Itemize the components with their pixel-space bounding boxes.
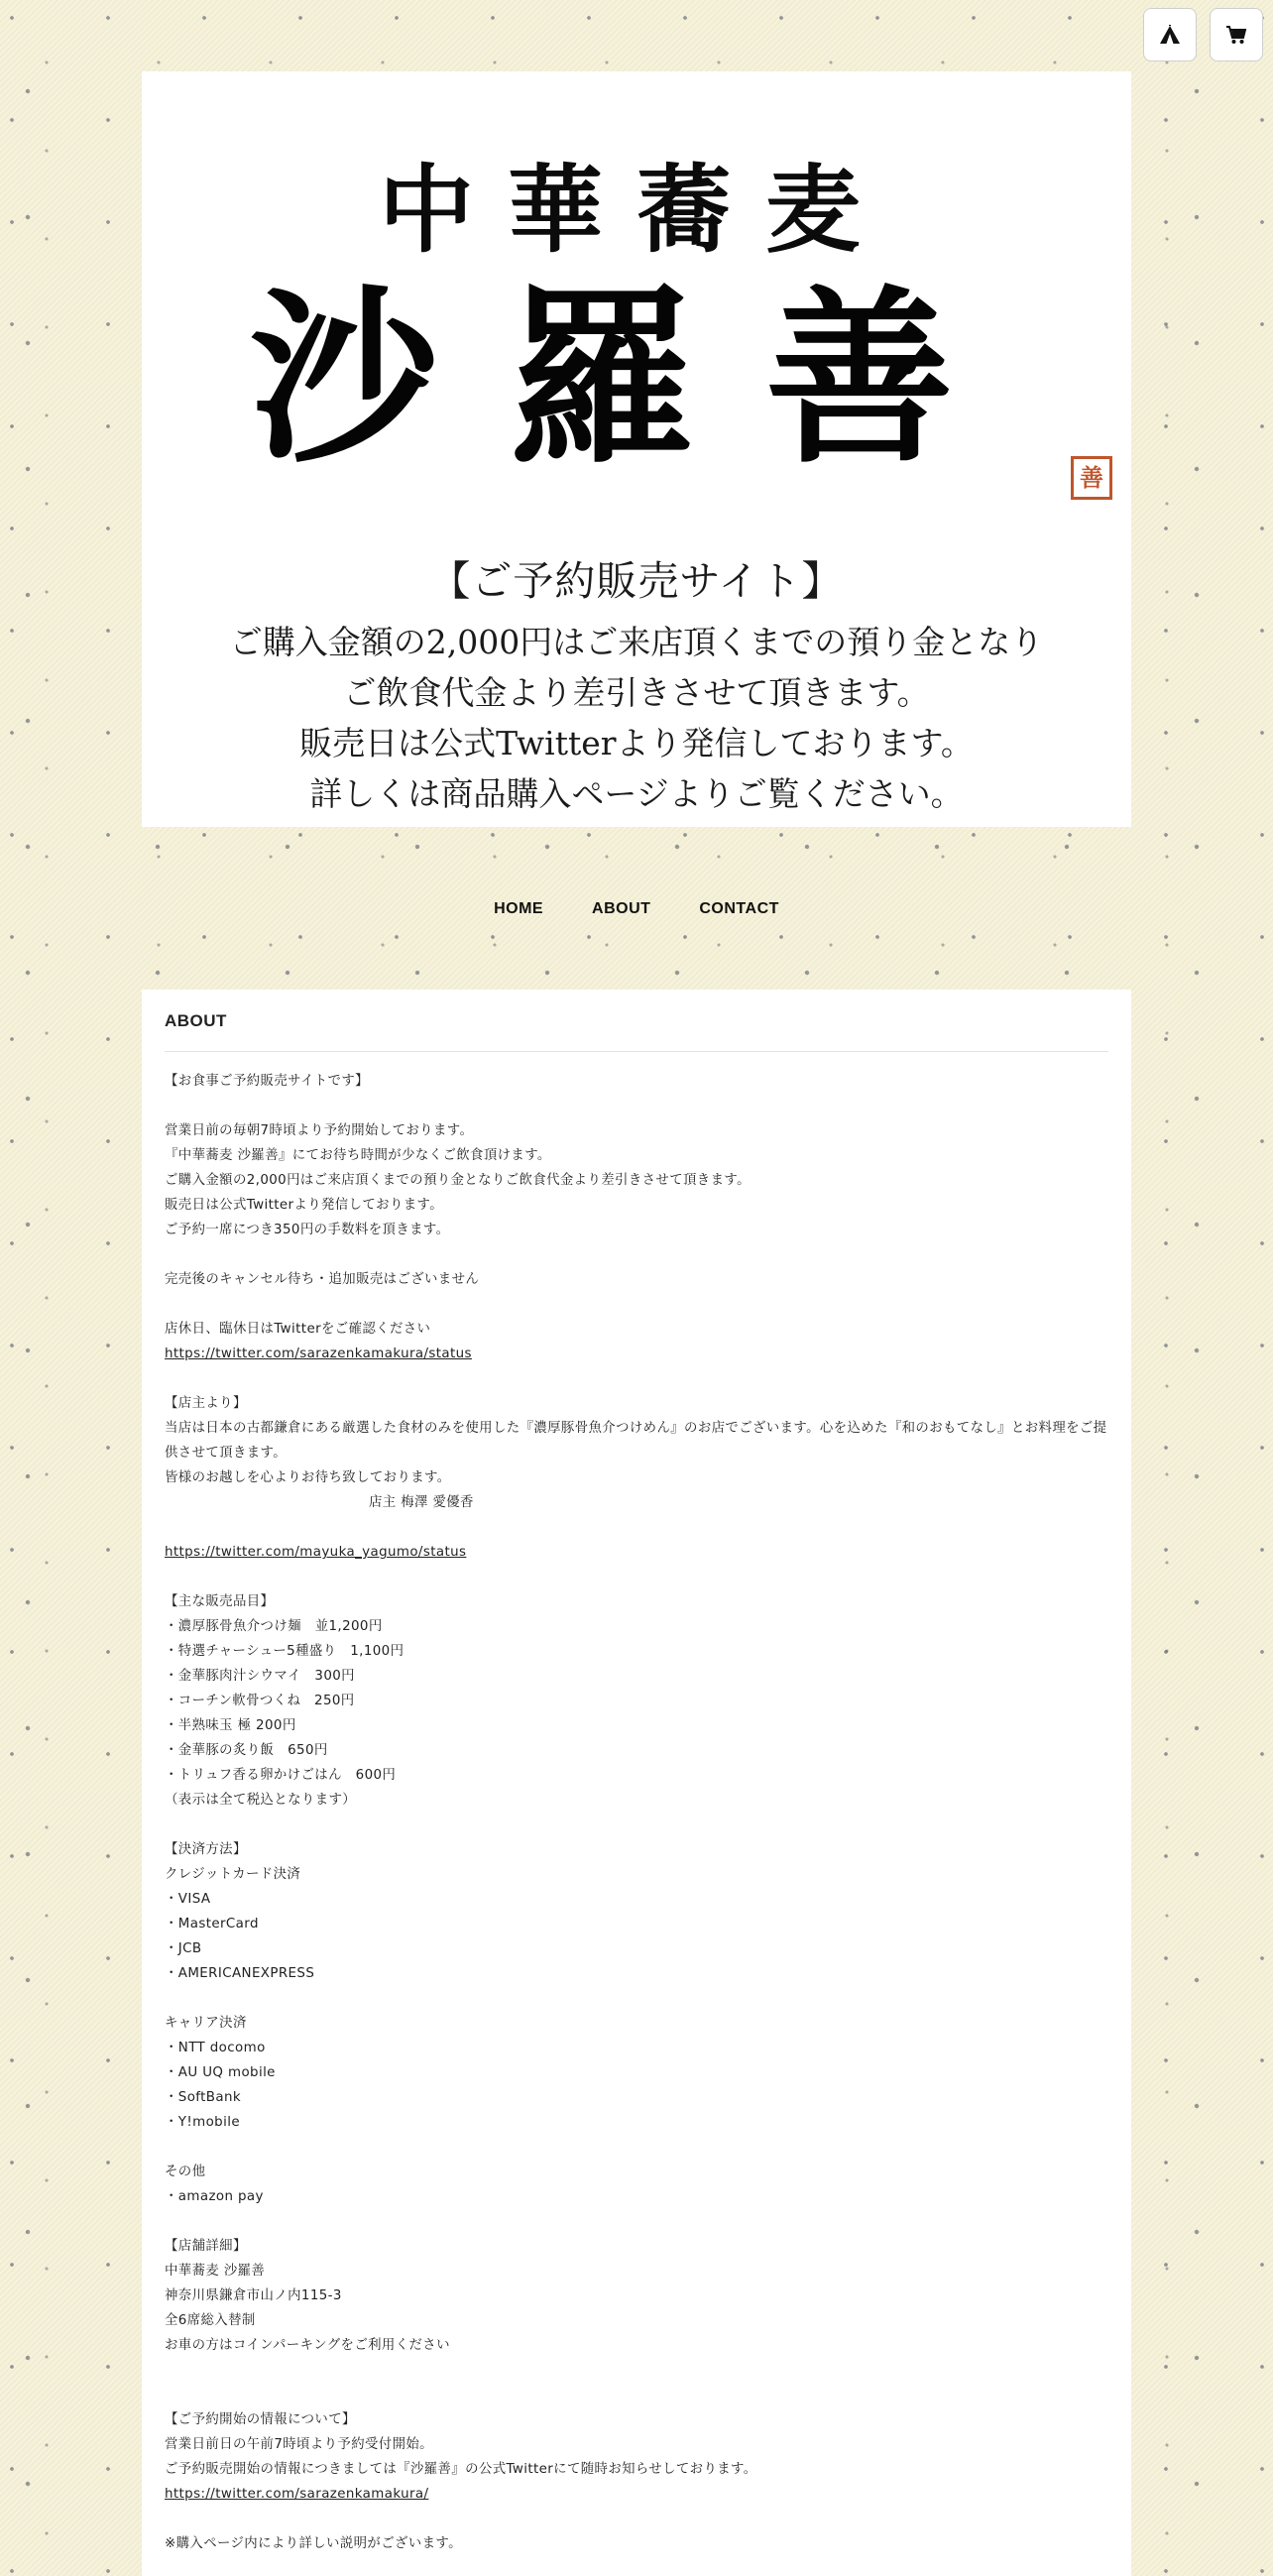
nav-about[interactable]: ABOUT bbox=[592, 900, 651, 917]
owner-message: 当店は日本の古都鎌倉にある厳選した食材のみを使用した『濃厚豚骨魚介つけめん』のお店でございます。心を込めた『和のおもてなし』とお料理をご提供させて頂きます。 bbox=[165, 1421, 1107, 1461]
carrier-heading: キャリア決済 bbox=[165, 2016, 247, 2031]
other-item: ・amazon pay bbox=[165, 2189, 264, 2204]
owner-welcome: 皆様のお越しを心よりお待ち致しております。 bbox=[165, 1470, 451, 1485]
carrier-item: ・NTT docomo bbox=[165, 2041, 266, 2055]
footer-note: ※購入ページ内により詳しい説明がございます。 bbox=[165, 2536, 462, 2551]
info-line: 『中華蕎麦 沙羅善』にてお待ち時間が少なくご飲食頂けます。 bbox=[165, 1148, 551, 1163]
cart-icon bbox=[1225, 25, 1247, 45]
tent-icon bbox=[1159, 25, 1181, 45]
card-heading: クレジットカード決済 bbox=[165, 1867, 301, 1882]
seal-stamp: 善 bbox=[1071, 456, 1112, 500]
owner-twitter-link[interactable]: https://twitter.com/mayuka_yagumo/status bbox=[165, 1545, 467, 1560]
banner-text bbox=[142, 545, 1131, 819]
menu-item: ・トリュフ香る卵かけごはん 600円 bbox=[165, 1768, 397, 1783]
main-nav bbox=[0, 900, 1273, 918]
nav-home[interactable]: HOME bbox=[494, 900, 544, 917]
divider bbox=[165, 1051, 1108, 1052]
intro-heading: 【お食事ご予約販売サイトです】 bbox=[165, 1074, 369, 1089]
menu-item: ・コーチン軟骨つくね 250円 bbox=[165, 1694, 355, 1708]
carrier-item: ・SoftBank bbox=[165, 2090, 242, 2105]
owner-signature: 店主 梅澤 愛優香 bbox=[369, 1495, 474, 1510]
banner-shop-name: 沙羅善 bbox=[249, 268, 1023, 489]
carrier-item: ・Y!mobile bbox=[165, 2115, 240, 2130]
info-line: 販売日は公式Twitterより発信しております。 bbox=[165, 1198, 444, 1213]
menu-heading: 【主な販売品目】 bbox=[165, 1594, 275, 1609]
owner-heading: 【店主より】 bbox=[165, 1396, 247, 1411]
carrier-item: ・AU UQ mobile bbox=[165, 2065, 276, 2080]
payment-heading: 【決済方法】 bbox=[165, 1842, 247, 1857]
menu-item: ・濃厚豚骨魚介つけ麺 並1,200円 bbox=[165, 1619, 383, 1634]
menu-item: ・半熟味玉 極 200円 bbox=[165, 1718, 296, 1733]
menu-item: ・金華豚の炙り飯 650円 bbox=[165, 1743, 328, 1758]
shop-heading: 【店舗詳細】 bbox=[165, 2239, 247, 2254]
card-item: ・AMERICANEXPRESS bbox=[165, 1966, 315, 1981]
holiday-note: 店休日、臨休日はTwitterをご確認ください bbox=[165, 1322, 431, 1337]
menu-note: （表示は全て税込となります） bbox=[165, 1793, 357, 1808]
card-item: ・VISA bbox=[165, 1892, 211, 1907]
twitter-status-link[interactable]: https://twitter.com/sarazenkamakura/status bbox=[165, 1347, 472, 1361]
banner-line: ご購入金額の2,000円はご来店頂くまでの預り金となり bbox=[229, 623, 1044, 661]
menu-item: ・金華豚肉汁シウマイ 300円 bbox=[165, 1669, 355, 1684]
banner-small-title: 中華蕎麦 bbox=[379, 154, 894, 266]
card-item: ・MasterCard bbox=[165, 1917, 259, 1932]
header-banner[interactable] bbox=[142, 71, 1131, 827]
shop-home-button[interactable] bbox=[1143, 8, 1197, 61]
banner-line: 詳しくは商品購入ページよりご覧ください。 bbox=[309, 774, 964, 813]
about-body bbox=[165, 1069, 1108, 2556]
info-line: ご予約一席につき350円の手数料を頂きます。 bbox=[165, 1223, 450, 1237]
info-line: 営業日前の毎朝7時頃より予約開始しております。 bbox=[165, 1123, 474, 1138]
shop-detail: お車の方はコインパーキングをご利用ください bbox=[165, 2338, 450, 2353]
shop-detail: 神奈川県鎌倉市山ノ内115-3 bbox=[165, 2288, 342, 2303]
other-heading: その他 bbox=[165, 2165, 206, 2179]
section-title: ABOUT bbox=[165, 1011, 227, 1030]
reserve-twitter-link[interactable]: https://twitter.com/sarazenkamakura/ bbox=[165, 2487, 429, 2502]
menu-item: ・特選チャーシュー5種盛り 1,100円 bbox=[165, 1644, 405, 1659]
cancel-note: 完売後のキャンセル待ち・追加販売はございません bbox=[165, 1272, 480, 1287]
reserve-line: ご予約販売開始の情報につきましては『沙羅善』の公式Twitterにて随時お知らせしております。 bbox=[165, 2462, 757, 2477]
banner-line: ご飲食代金より差引きさせて頂きます。 bbox=[343, 673, 930, 712]
info-line: ご購入金額の2,000円はご来店頂くまでの預り金となりご飲食代金より差引きさせて頂きます。 bbox=[165, 1173, 751, 1188]
banner-line: 販売日は公式Twitterより発信しております。 bbox=[299, 724, 974, 762]
reserve-line: 営業日前日の午前7時頃より予約受付開始。 bbox=[165, 2437, 433, 2452]
about-section bbox=[142, 990, 1131, 2576]
shop-detail: 中華蕎麦 沙羅善 bbox=[165, 2264, 266, 2279]
cart-button[interactable] bbox=[1210, 8, 1263, 61]
reserve-heading: 【ご予約開始の情報について】 bbox=[165, 2412, 356, 2427]
shop-detail: 全6席総入替制 bbox=[165, 2313, 256, 2328]
banner-heading: 【ご予約販売サイト】 bbox=[429, 557, 844, 605]
nav-contact[interactable]: CONTACT bbox=[699, 900, 779, 917]
card-item: ・JCB bbox=[165, 1941, 202, 1956]
